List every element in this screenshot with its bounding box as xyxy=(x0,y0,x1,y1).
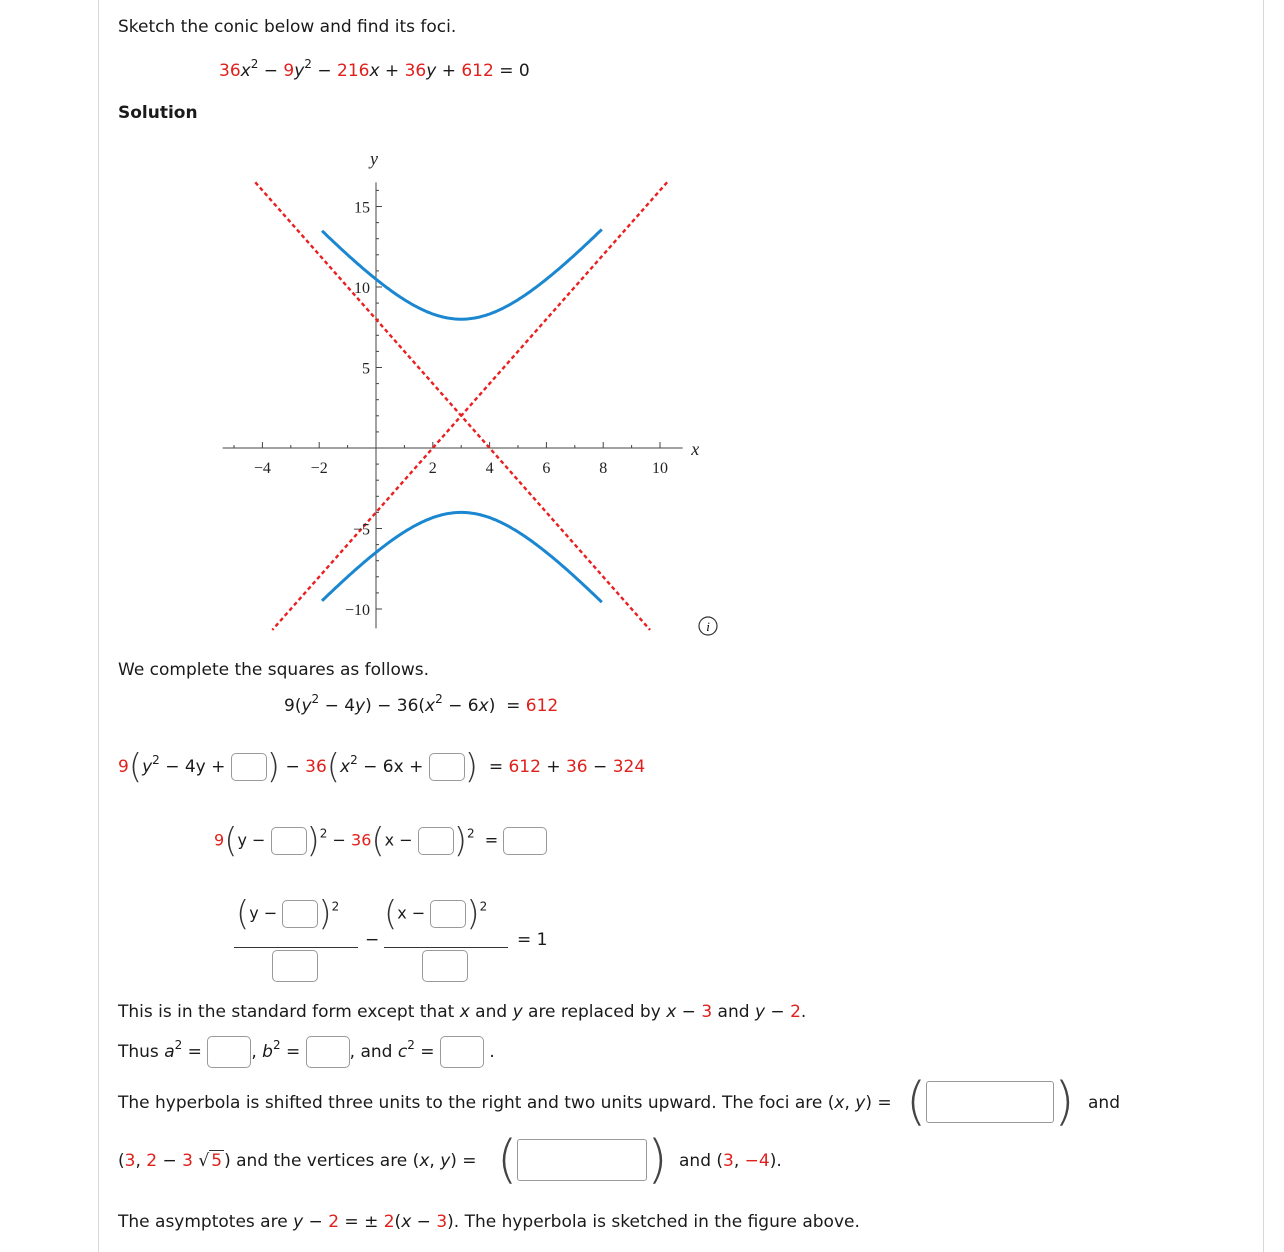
svg-text:i: i xyxy=(706,619,710,634)
answer-box-y-square[interactable] xyxy=(231,753,267,781)
x-tick-label: −2 xyxy=(310,460,328,477)
step-line-3: $9(y - )^2 - 36(x - )^2$ = xyxy=(214,824,547,864)
y-axis-label: y xyxy=(370,150,378,169)
answer-box-frac1-den[interactable] xyxy=(272,950,318,982)
fraction-2-denominator xyxy=(422,950,468,982)
x-tick-label: 6 xyxy=(542,460,551,477)
answer-box-frac2-h[interactable] xyxy=(430,900,466,928)
asymptotes-text: The asymptotes are y − 2 = ± 2(x − 3). The hyperbola is sketched in the figure above. xyxy=(118,1212,860,1232)
foci-text: The hyperbola is shifted three units to the right and two units upward. The foci are (x, y) = xyxy=(118,1093,892,1113)
foci-and: and xyxy=(1088,1093,1120,1113)
step-line-1: $9(y^2 - 4y) - 36(x^2 - 6x) = 612$ xyxy=(284,692,559,716)
y-tick-label: −10 xyxy=(344,602,370,619)
answer-box-h[interactable] xyxy=(418,827,454,855)
x-tick-label: 10 xyxy=(652,460,668,477)
x-tick-label: 2 xyxy=(428,460,437,477)
answer-box-a-squared[interactable] xyxy=(207,1036,251,1068)
foci-answer: ( ) xyxy=(906,1072,1075,1132)
vertex-text: (3, 2 − 3 √ 5 ) and the vertices are (x, y) = xyxy=(118,1151,477,1171)
x-tick-label: 8 xyxy=(599,460,608,477)
answer-box-frac1-k[interactable] xyxy=(282,900,318,928)
hyperbola-graph xyxy=(210,150,730,650)
fraction-2-bar xyxy=(384,947,508,948)
x-axis-label: x xyxy=(691,439,700,459)
asymptote-line-1 xyxy=(272,182,667,630)
fraction-minus: − xyxy=(365,930,380,950)
vertex-second: and (3, −4). xyxy=(679,1151,782,1171)
answer-box-c-squared[interactable] xyxy=(440,1036,484,1068)
steps-intro: We complete the squares as follows. xyxy=(118,660,430,680)
asymptote-line-2 xyxy=(255,182,650,630)
fraction-1-denominator xyxy=(272,950,318,982)
answer-box-k[interactable] xyxy=(271,827,307,855)
y-tick-label: 5 xyxy=(362,360,370,378)
step-line-2: $9(y^2 - 4y$ + ) − $36(x^2 - 6x$ + ) = 612 + 36 − 324 xyxy=(118,747,646,787)
problem-instruction: Sketch the conic below and find its foci. xyxy=(118,17,457,37)
answer-box-rhs[interactable] xyxy=(503,827,547,855)
problem-equation: $36x^2 - 9y^2 - 216x + 36y + 612 = 0$ xyxy=(219,57,530,81)
y-tick-label: 10 xyxy=(354,280,370,297)
vertex-answer: ( ) xyxy=(497,1130,668,1190)
fraction-2-numerator: $(x - )^2$ xyxy=(384,894,488,934)
x-tick-label: 4 xyxy=(485,460,494,477)
asymptotes xyxy=(255,182,667,630)
x-tick-label: −4 xyxy=(253,460,271,477)
standard-form-text: This is in the standard form except that x and y are replaced by x − 3 and y − 2. xyxy=(118,1002,807,1022)
answer-box-x-square[interactable] xyxy=(429,753,465,781)
answer-box-b-squared[interactable] xyxy=(306,1036,350,1068)
answer-box-focus[interactable] xyxy=(926,1081,1054,1123)
answer-box-frac2-den[interactable] xyxy=(422,950,468,982)
y-tick-label: 15 xyxy=(354,199,370,217)
fraction-1-numerator: $(y - )^2$ xyxy=(236,894,340,934)
y-tick-label: −5 xyxy=(352,521,370,539)
info-icon[interactable] xyxy=(699,617,717,635)
answer-box-vertex[interactable] xyxy=(517,1139,647,1181)
fraction-1-bar xyxy=(234,947,358,948)
solution-heading: Solution xyxy=(118,103,198,123)
thus-line: Thus $a^2$ = , $b^2$ = , and $c^2$ = . xyxy=(118,1036,495,1068)
fraction-rhs: = 1 xyxy=(517,930,548,950)
